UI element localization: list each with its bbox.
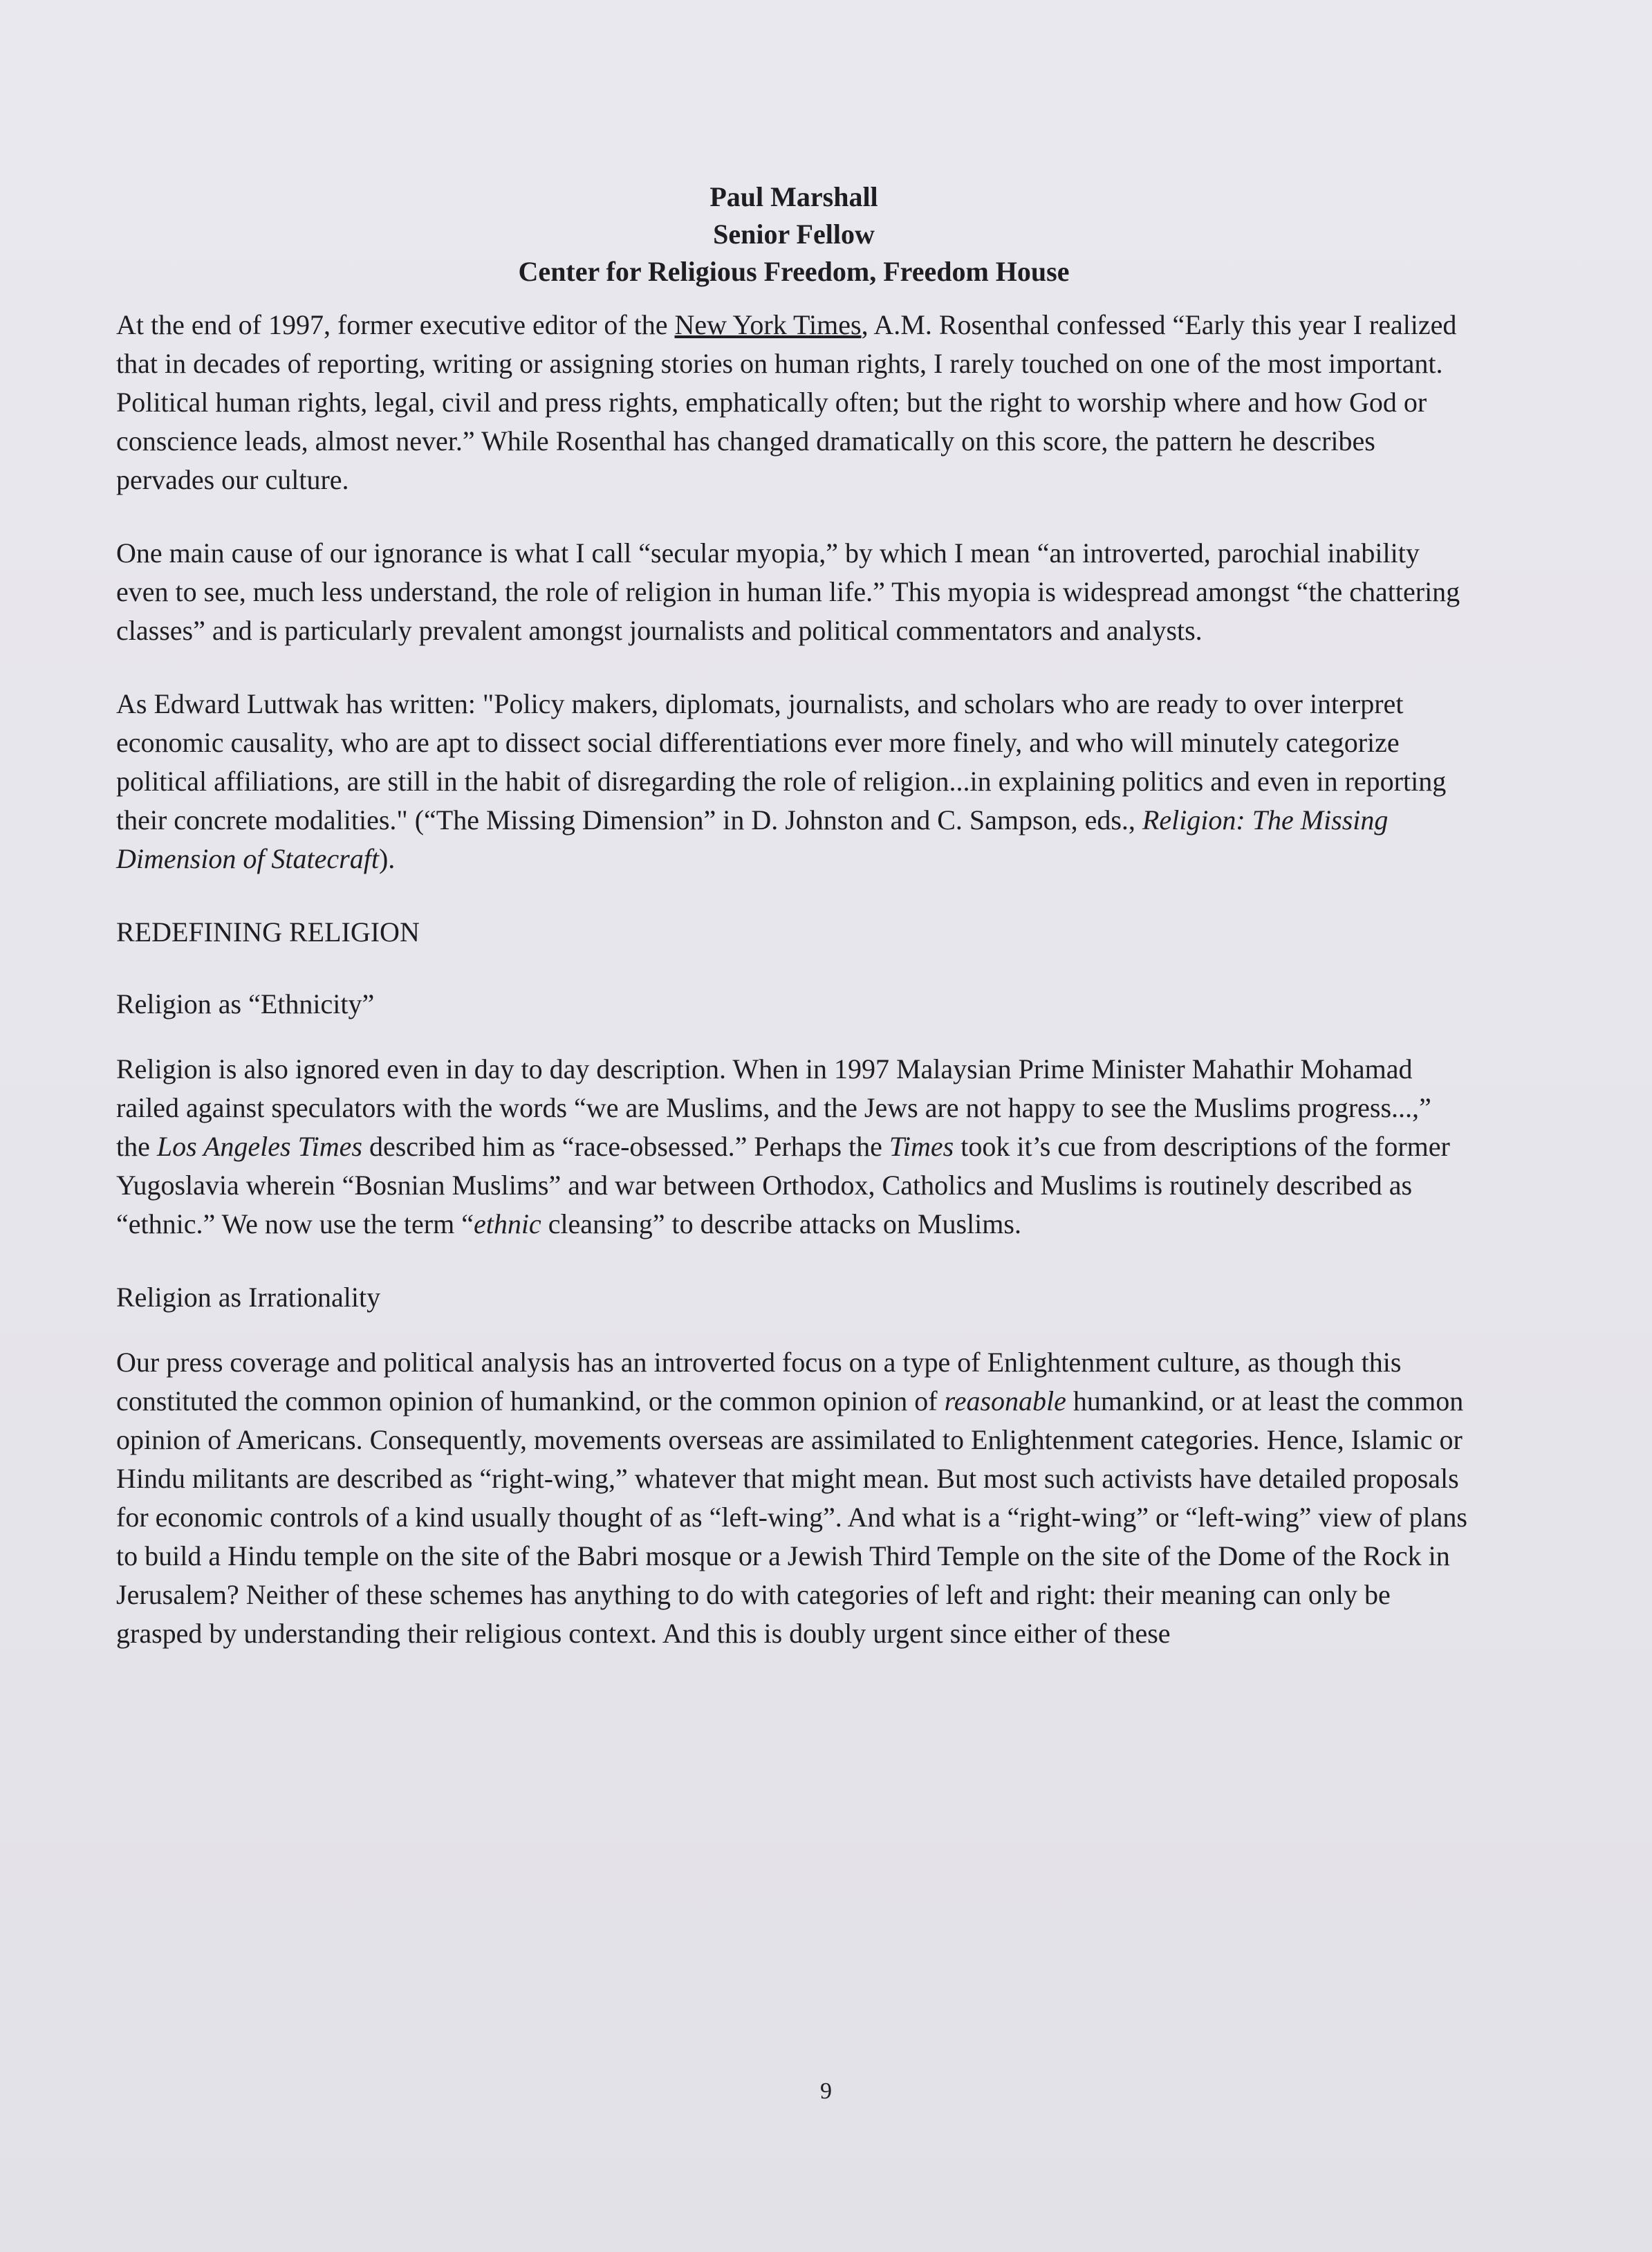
paragraph-text: Our press coverage and political analysis has an introverted focus on a type of Enlightenment culture, as though this constituted the common opinion of humankind, or the common opinion of [116,1347,1402,1416]
newspaper-title: Los Angeles Times [156,1131,362,1162]
author-affiliation: Center for Religious Freedom, Freedom House [518,256,1070,287]
paragraph-text: described him as “race-obsessed.” Perhaps the [362,1131,889,1162]
intro-paragraph-1 [116,306,1472,499]
newspaper-title: New York Times [674,309,862,340]
document-body [116,178,1472,1688]
paragraph-text: Religion is also ignored even in day to day description. When in 1997 Malaysian Prime Minister Mahathir Mohamad railed against speculators with the words “we are Muslims, and the Jews are not happy to see the Muslims progress...,” the [116,1053,1431,1162]
emphasis-text: reasonable [944,1385,1066,1416]
paragraph-text: took it’s cue from descriptions of the former Yugoslavia wherein “Bosnian Muslims” and war between Orthodox, Catholics and Muslims is routinely described as “ethnic.” We now use the term “ [116,1131,1450,1239]
section-heading: REDEFINING RELIGION [116,916,420,948]
paragraph-text: humankind, or at least the common opinion of Americans. Consequently, movements overseas are assimilated to Enlightenment categories. Hence, Islamic or Hindu militants are described as “right-wing,” whatever that might mean. But most such activists have detailed proposals for economic controls of a kind usually thought of as “left-wing”. And what is a “right-wing” or “left-wing” view of plans to build a Hindu temple on the site of the Babri mosque or a Jewish Third Temple on the site of the Dome of the Rock in Jerusalem? Neither of these schemes has anything to do with categories of left and right: their meaning can only be grasped by understanding their religious context. And this is doubly urgent since either of these [116,1385,1467,1649]
intro-paragraph-3 [116,685,1472,878]
paragraph-text: As Edward Luttwak has written: "Policy makers, diplomats, journalists, and scholars who are ready to over interpret economic causality, who are apt to dissect social differentiations ever more finely, and who will minutely categorize political affiliations, are still in the habit of disregarding the role of religion...in explaining politics and even in reporting their concrete modalities." (“The Missing Dimension” in D. Johnston and C. Sampson, eds., [116,688,1447,836]
subsection-heading-irrationality: Religion as Irrationality [116,1282,381,1313]
author-title: Senior Fellow [713,219,875,250]
author-name: Paul Marshall [709,181,878,212]
newspaper-title: Times [889,1131,954,1162]
document-header [116,178,1472,290]
paragraph-text: At the end of 1997, former executive editor of the [116,309,675,340]
subsection-heading-ethnicity: Religion as “Ethnicity” [116,988,375,1019]
ethnicity-paragraph [116,1050,1472,1244]
page-number: 9 [820,2078,832,2104]
book-title: Religion: The Missing Dimension of Statecraft [116,804,1389,874]
emphasis-text: ethnic [473,1208,541,1239]
irrationality-paragraph [116,1343,1472,1653]
intro-paragraph-2: One main cause of our ignorance is what I call “secular myopia,” by which I mean “an introverted, parochial inability even to see, much less understand, the role of religion in human life.” This myopia is widespread amongst “the chattering classes” and is particularly prevalent amongst journalists and political commentators and analysts. [116,537,1460,646]
paragraph-text: ). [378,843,396,874]
paragraph-text: cleansing” to describe attacks on Muslims. [541,1208,1021,1239]
paragraph-text: , A.M. Rosenthal confessed “Early this year I realized that in decades of reporting, writing or assigning stories on human rights, I rarely touched on one of the most important. Political human rights, legal, civil and press rights, emphatically often; but the right to worship where and how God or conscience leads, almost never.” While Rosenthal has changed dramatically on this score, the pattern he describes pervades our culture. [116,309,1457,495]
